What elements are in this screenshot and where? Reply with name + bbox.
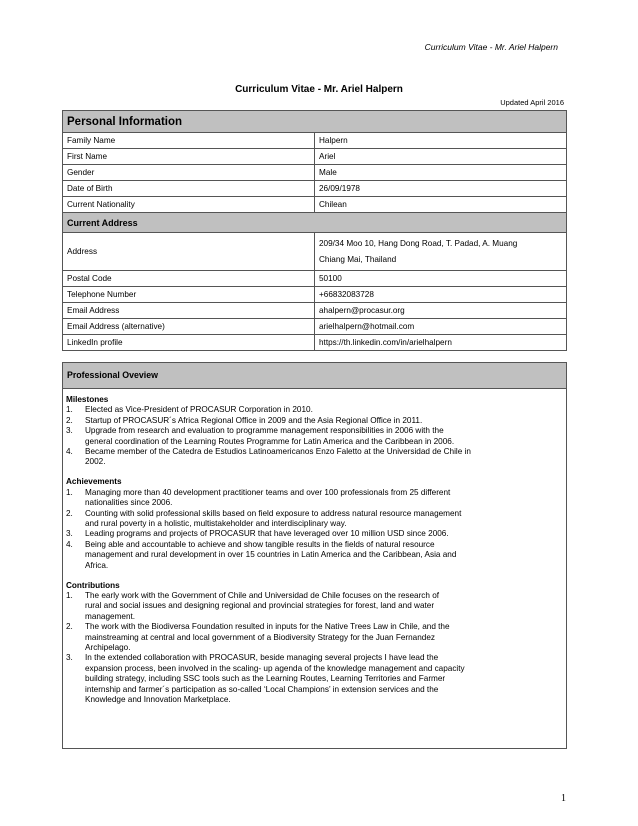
item-number: 1. — [66, 590, 73, 600]
address-line: Chiang Mai, Thailand — [319, 254, 397, 264]
item-number: 3. — [66, 529, 73, 539]
item-line: management and rural development in over 15 countries in Latin America and the Caribbean, Asia and — [85, 550, 457, 560]
table-row — [63, 335, 567, 351]
group-title: Contributions — [66, 580, 120, 590]
field-label: Current Nationality — [63, 197, 315, 213]
address-label: Address — [63, 233, 315, 271]
overview-group — [66, 395, 562, 468]
field-label: Email Address — [63, 303, 315, 319]
updated-date: Updated April 2016 — [500, 98, 564, 107]
field-label: Email Address (alternative) — [63, 319, 315, 335]
field-value: 26/09/1978 — [315, 181, 567, 197]
field-value: arielhalpern@hotmail.com — [315, 319, 567, 335]
item-number: 1. — [66, 487, 73, 497]
address-value — [315, 233, 567, 271]
item-line: Counting with solid professional skills based on field exposure to address natural resource management — [85, 508, 462, 518]
item-line: Managing more than 40 development practitioner teams and over 100 professionals from 25 different — [85, 487, 451, 497]
running-header: Curriculum Vitae - Mr. Ariel Halpern — [424, 42, 558, 52]
professional-overview-heading: Professional Oveview — [63, 363, 566, 389]
table-row — [63, 303, 567, 319]
personal-information-table — [62, 110, 567, 351]
field-value: +66832083728 — [315, 287, 567, 303]
item-line: mainstreaming at central and local government of a Biodiversity Strategy for the Juan Fernandez — [85, 632, 435, 642]
professional-overview-body — [63, 389, 566, 705]
group-title: Milestones — [66, 395, 109, 404]
field-label: Family Name — [63, 133, 315, 149]
table-row — [63, 271, 567, 287]
address-row — [63, 233, 567, 271]
item-line: rural and social issues and designing regional and provincial strategies for forest, land and water — [85, 601, 435, 611]
item-line: In the extended collaboration with PROCASUR, beside managing several projects I have lead the — [85, 653, 439, 663]
item-number: 3. — [66, 653, 73, 663]
item-number: 4. — [66, 447, 73, 457]
table-row — [63, 149, 567, 165]
item-line: management. — [85, 611, 136, 621]
personal-information-heading: Personal Information — [63, 111, 567, 133]
item-line: The early work with the Government of Chile and Universidad de Chile focuses on the research of — [85, 590, 440, 600]
address-line: 209/34 Moo 10, Hang Dong Road, T. Padad, A. Muang — [319, 238, 518, 248]
item-number: 3. — [66, 426, 73, 436]
list-item — [66, 426, 562, 447]
table-row — [63, 133, 567, 149]
list-item — [66, 447, 562, 468]
item-number: 1. — [66, 405, 73, 415]
field-value: Halpern — [315, 133, 567, 149]
item-line: Being able and accountable to achieve and show tangible results in the fields of natural resource — [85, 539, 435, 549]
personal-information-heading-row — [63, 111, 567, 133]
list-item — [66, 405, 562, 415]
item-number: 2. — [66, 622, 73, 632]
overview-group — [66, 477, 562, 571]
item-line: Startup of PROCASUR´s Africa Regional Office in 2009 and the Asia Regional Office in 2011. — [85, 415, 423, 425]
table-row — [63, 165, 567, 181]
item-line: general coordination of the Learning Routes Programme for Latin America and the Caribbean in 2006. — [85, 436, 455, 446]
field-label: Postal Code — [63, 271, 315, 287]
item-line: Leading programs and projects of PROCASUR that have leveraged over 10 million USD since 2006. — [85, 529, 449, 539]
current-address-heading-row — [63, 213, 567, 233]
numbered-list — [66, 488, 562, 571]
field-label: First Name — [63, 149, 315, 165]
list-item — [66, 509, 562, 530]
table-row — [63, 319, 567, 335]
field-label: Telephone Number — [63, 287, 315, 303]
item-line: building strategy, including SSC tools such as the Learning Routes, Learning Territories and Farmer — [85, 674, 446, 684]
document-title: Curriculum Vitae - Mr. Ariel Halpern — [235, 84, 403, 95]
field-value: ahalpern@procasur.org — [315, 303, 567, 319]
list-item — [66, 653, 562, 705]
item-line: Archipelago. — [85, 642, 131, 652]
overview-group — [66, 581, 562, 706]
item-line: internship and farmer´s participation as so-called ‘Local Champions’ in extension services and the — [85, 684, 439, 694]
field-label: Gender — [63, 165, 315, 181]
item-number: 2. — [66, 508, 73, 518]
list-item — [66, 540, 562, 571]
list-item — [66, 416, 562, 426]
item-line: expansion process, been involved in the scaling- up agenda of the knowledge management and capacity — [85, 663, 465, 673]
page-number: 1 — [561, 793, 566, 804]
list-item — [66, 488, 562, 509]
field-value: https://th.linkedin.com/in/arielhalpern — [315, 335, 567, 351]
item-line: The work with the Biodiversa Foundation resulted in inputs for the Native Trees Law in Chile, and the — [85, 622, 450, 632]
field-value: Ariel — [315, 149, 567, 165]
list-item — [66, 529, 562, 539]
professional-overview-section — [62, 362, 567, 749]
field-value: 50100 — [315, 271, 567, 287]
item-line: Became member of the Catedra de Estudios Latinoamericanos Enzo Faletto at the Universidad de Chile in — [85, 447, 471, 457]
current-address-heading: Current Address — [63, 213, 567, 233]
item-line: Africa. — [85, 560, 109, 570]
item-line: nationalities since 2006. — [85, 498, 173, 508]
list-item — [66, 622, 562, 653]
item-number: 2. — [66, 415, 73, 425]
item-line: and rural poverty in a holistic, multistakeholder and interdisciplinary way. — [85, 518, 347, 528]
field-label: LinkedIn profile — [63, 335, 315, 351]
table-row — [63, 287, 567, 303]
item-line: 2002. — [85, 457, 106, 467]
list-item — [66, 591, 562, 622]
field-value: Chilean — [315, 197, 567, 213]
table-row — [63, 197, 567, 213]
numbered-list — [66, 405, 562, 467]
group-title: Achievements — [66, 477, 122, 487]
table-row — [63, 181, 567, 197]
field-label: Date of Birth — [63, 181, 315, 197]
numbered-list — [66, 591, 562, 705]
item-line: Elected as Vice-President of PROCASUR Corporation in 2010. — [85, 405, 313, 415]
field-value: Male — [315, 165, 567, 181]
item-line: Upgrade from research and evaluation to programme management responsibilities in 2006 with the — [85, 426, 444, 436]
item-line: Knowledge and Innovation Marketplace. — [85, 694, 231, 704]
item-number: 4. — [66, 539, 73, 549]
